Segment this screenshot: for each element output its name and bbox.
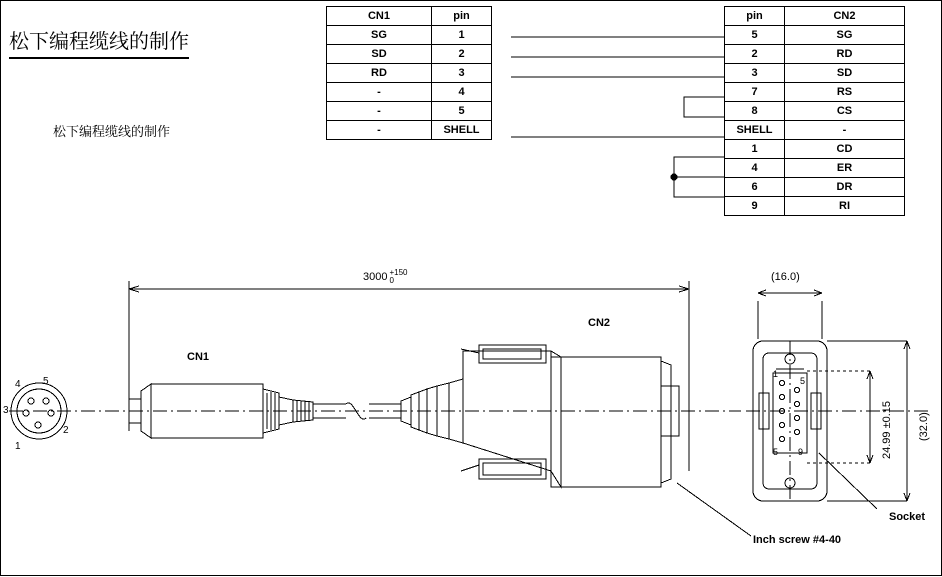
table-cell: SHELL [725,121,785,140]
din-pin-4: 4 [15,379,21,390]
page-subtitle: 松下编程缆线的制作 [53,125,171,140]
table-header-cell: CN2 [785,7,905,26]
table-cell: RD [785,45,905,64]
table-cell: SHELL [432,121,492,140]
table-row [725,197,905,216]
diagram-page [1,1,941,575]
table-cell: RS [785,83,905,102]
db9-pin-1: 1 [773,369,779,379]
length-value: 3000 [363,270,388,283]
cn1-label: CN1 [187,351,210,363]
din-pin-2: 2 [63,425,69,436]
db9-pin-5b: 5 [773,447,779,457]
width-dimension: (16.0) [771,271,800,283]
table-cell: - [327,121,432,140]
table-row [725,45,905,64]
table-cell: 7 [725,83,785,102]
table-cell: CD [785,140,905,159]
table-cell: ER [785,159,905,178]
table-row [327,64,492,83]
height-dimension: 24.99 ±0.15 [881,400,893,459]
table-cell: SD [327,45,432,64]
table-row [725,121,905,140]
length-tol-upper: +150 [389,268,408,277]
table-cell: 5 [432,102,492,121]
din-pin-1: 1 [15,441,21,452]
table-cell: 4 [725,159,785,178]
table-row [725,178,905,197]
table-row [327,45,492,64]
table-row [327,121,492,140]
cn2-label: CN2 [588,317,611,329]
table-cell: DR [785,178,905,197]
table-cell: 8 [725,102,785,121]
table-row [327,26,492,45]
din-pin-3: 3 [3,405,9,416]
length-dimension [363,269,408,285]
din-pin-5: 5 [43,376,49,387]
table-row [725,159,905,178]
table-cell: - [327,83,432,102]
table-cell: SG [327,26,432,45]
cn1-pin-table [326,6,492,140]
table-header-row [725,7,905,26]
table-cell: - [785,121,905,140]
screw-callout: Inch screw #4-40 [753,534,842,546]
table-cell: - [327,102,432,121]
table-row [725,64,905,83]
table-row [725,26,905,45]
table-row [725,83,905,102]
db9-pin-9: 9 [798,447,804,457]
length-tol-lower: 0 [389,276,394,285]
table-cell: 5 [725,26,785,45]
table-cell: SD [785,64,905,83]
table-row [725,102,905,121]
table-row [725,140,905,159]
table-cell: CS [785,102,905,121]
table-cell: 4 [432,83,492,102]
table-cell: 2 [432,45,492,64]
page-title: 松下编程缆线的制作 [9,25,189,59]
table-cell: 3 [432,64,492,83]
table-row [327,102,492,121]
table-cell: 2 [725,45,785,64]
table-cell: RD [327,64,432,83]
table-header-cell: pin [725,7,785,26]
table-header-row [327,7,492,26]
table-cell: 1 [432,26,492,45]
socket-callout: Socket [889,511,926,523]
table-header-cell: CN1 [327,7,432,26]
table-cell: 3 [725,64,785,83]
db9-pin-5: 5 [800,376,806,386]
cn2-pin-table [724,6,905,216]
height-dimension-2: (32.0) [918,412,930,441]
table-cell: RI [785,197,905,216]
table-header-cell: pin [432,7,492,26]
table-row [327,83,492,102]
table-cell: 6 [725,178,785,197]
table-cell: SG [785,26,905,45]
table-cell: 1 [725,140,785,159]
table-cell: 9 [725,197,785,216]
